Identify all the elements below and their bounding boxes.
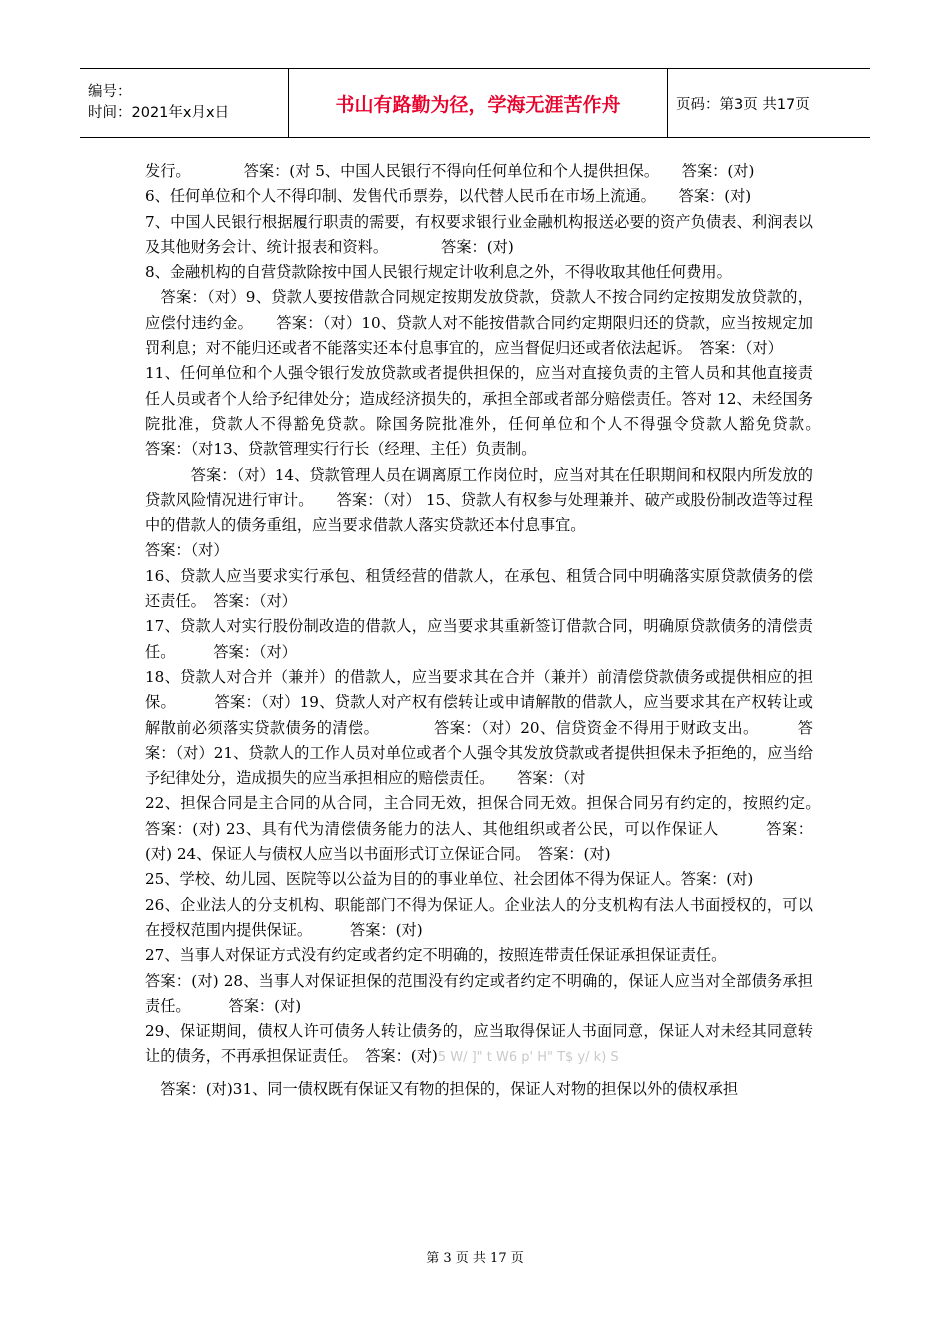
paragraph (145, 1019, 813, 1071)
paragraph: 7、中国人民银行根据履行职责的需要，有权要求银行业金融机构报送必要的资产负债表、利润表以及其他财务会计、统计报表和资料。 答案：(对) (145, 212, 813, 256)
paragraph: 答案：（对）14、贷款管理人员在调离原工作岗位时，应当对其在任职期间和权限内所发放的贷款风险情况进行审计。 答案：（对） 15、贷款人有权参与处理兼并、破产或股份制改造等过程中的借款人的债务重组，应当要求借款人落实贷款还本付息事宜。 (145, 465, 813, 535)
document-time: 时间：2021年x月x日 (88, 105, 230, 121)
paragraph: 18、贷款人对合并（兼并）的借款人，应当要求其在合并（兼并）前清偿贷款债务或提供相应的担保。 答案：（对）19、贷款人对产权有偿转让或申请解散的借款人，应当要求其在产权转让或解散前必须落实贷款债务的清偿。 答案：（对）20、信贷资金不得用于财政支出。 答案：（对）21、贷款人的工作人员对单位或者个人强令其发放贷款或者提供担保未予拒绝的，应当给予纪律处分，造成损失的应当承担相应的赔偿责任。 答案：（对 (145, 667, 813, 788)
paragraph: 6、任何单位和个人不得印制、发售代币票券，以代替人民币在市场上流通。 答案：(对) (145, 187, 752, 206)
motto-text: 书山有路勤为径，学海无涯苦作舟 (335, 93, 621, 116)
paragraph: 答案：（对）9、贷款人要按借款合同规定按期发放贷款，贷款人不按合同约定按期发放贷款的，应偿付违约金。 答案：（对）10、贷款人对不能按借款合同约定期限归还的贷款，应当按规定加罚利息；对不能归还或者不能落实还本付息事宜的，应当督促归还或者依法起诉。 答案：（对） (145, 288, 813, 358)
paragraph-text: 29、保证期间，债权人许可债务人转让债务的，应当取得保证人书面同意，保证人对未经其同意转让的债务，不再承担保证责任。 答案：(对) (145, 1022, 813, 1066)
paragraph: 答案：(对) 28、当事人对保证担保的范围没有约定或者约定不明确的，保证人应当对全部债务承担责任。 答案：(对) (145, 971, 813, 1015)
paragraph: 17、贷款人对实行股份制改造的借款人，应当要求其重新签订借款合同，明确原贷款债务的清偿责任。 答案：（对） (145, 617, 813, 661)
paragraph: 11、任何单位和个人强令银行发放贷款或者提供担保的，应当对直接负责的主管人员和其他直接责任人员或者个人给予纪律处分；造成经济损失的，承担全部或者部分赔偿责任。答对 12、未经国务院批准，贷款人不得豁免贷款。除国务院批准外，任何单位和个人不得强令贷款人豁免贷款。 答案：（对13、贷款管理实行行长（经理、主任）负责制。 (145, 364, 874, 459)
header-motto (289, 69, 668, 137)
document-number: 编号： (88, 84, 132, 100)
header-meta (80, 69, 289, 137)
paragraph: 8、金融机构的自营贷款除按中国人民银行规定计收利息之外，不得收取其他任何费用。 (145, 263, 732, 282)
paragraph: 16、贷款人应当要求实行承包、租赁经营的借款人，在承包、租赁合同中明确落实原贷款债务的偿还责任。 答案：（对） (145, 566, 813, 611)
page-footer (0, 1247, 950, 1266)
footer-page-number: 第 3 页 共 17 页 (426, 1251, 524, 1266)
paragraph: 答案：（对） (145, 541, 229, 560)
header-page-number (668, 69, 870, 137)
watermark-text: 5 W/ ]" t W6 p' H" T$ y/ k) S (437, 1050, 619, 1066)
paragraph: 发行。 答案：(对 5、中国人民银行不得向任何单位和个人提供担保。 答案：(对) (145, 162, 755, 180)
paragraph: 22、担保合同是主合同的从合同，主合同无效，担保合同无效。担保合同另有约定的，按照约定。 答案：(对) 23、具有代为清偿债务能力的法人、其他组织或者公民，可以作保证人 答案：(对) 24、保证人与债权人应当以书面形式订立保证合同。 答案：(对) (145, 794, 829, 864)
page-number-text: 页码：第3页 共17页 (676, 96, 810, 113)
page-header (80, 68, 870, 138)
document-body (145, 159, 874, 1102)
paragraph: 答案：(对)31、同一债权既有保证又有物的担保的，保证人对物的担保以外的债权承担 (145, 1079, 739, 1098)
paragraph: 25、学校、幼儿园、医院等以公益为目的的事业单位、社会团体不得为保证人。答案：(对) (145, 870, 754, 889)
paragraph: 26、企业法人的分支机构、职能部门不得为保证人。企业法人的分支机构有法人书面授权的，可以在授权范围内提供保证。 答案：(对) (145, 895, 813, 939)
paragraph: 27、当事人对保证方式没有约定或者约定不明确的，按照连带责任保证承担保证责任。 (145, 946, 727, 965)
